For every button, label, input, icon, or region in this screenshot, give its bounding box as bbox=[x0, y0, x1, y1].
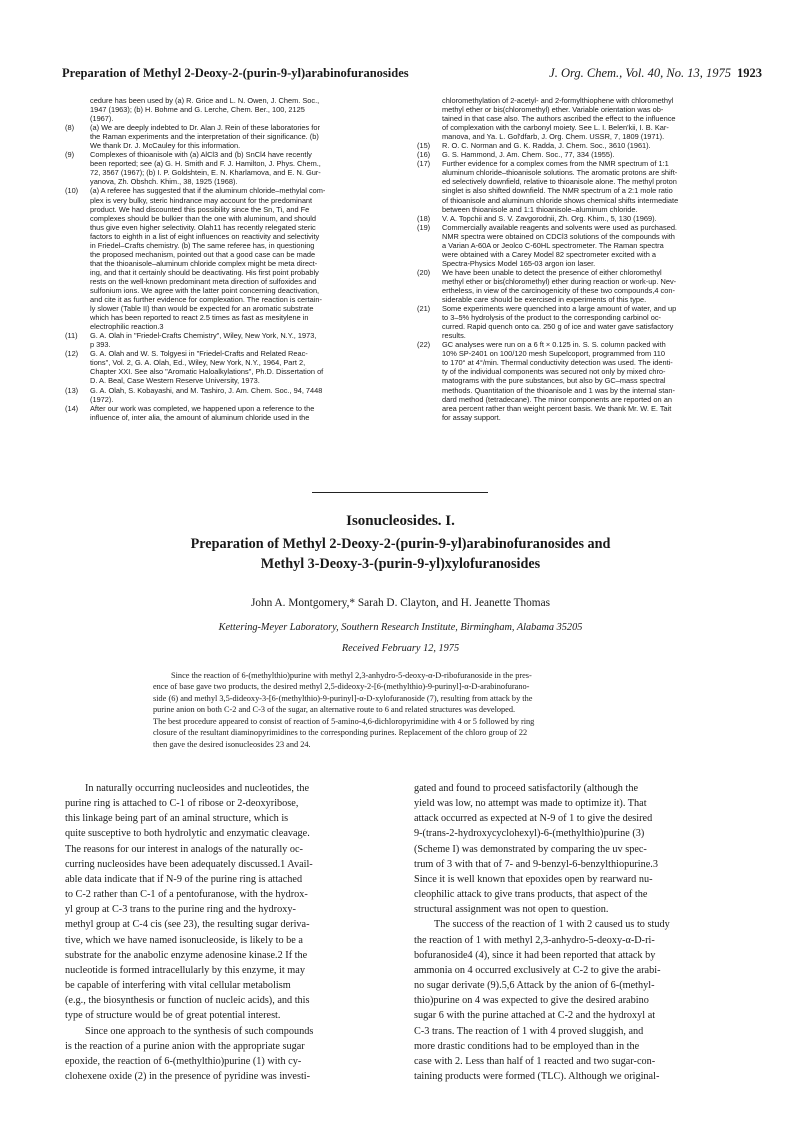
footnote-text: p 393. bbox=[90, 340, 111, 350]
footnote-line bbox=[65, 141, 383, 150]
footnote-text: tions", Vol. 2, G. A. Olah, Ed., Wiley, New York, N.Y., 1964, Part 2, bbox=[90, 358, 306, 368]
footnote-text: product. We had discounted this possibility since the Sn, Ti, and Fe bbox=[90, 204, 310, 214]
footnote-line bbox=[417, 241, 735, 250]
body-text-line: Since one approach to the synthesis of such compounds bbox=[85, 1025, 314, 1037]
footnote-number: (8) bbox=[65, 123, 75, 133]
footnote-number: (14) bbox=[65, 403, 79, 413]
body-text-line: quite susceptive to both hydrolytic and enzymatic cleavage. bbox=[65, 828, 310, 840]
footnote-text: methyl ether or bis(chloromethyl) ether during reaction or work-up. Nev- bbox=[442, 276, 677, 286]
body-text-line: purine ring is attached to C-1 of ribose or 2-deoxyribose, bbox=[65, 798, 299, 810]
footnote-text: Complexes of thioanisole with (a) AlCl3 and (b) SnCl4 have recently bbox=[90, 150, 312, 160]
footnote-number: (13) bbox=[65, 385, 79, 395]
footnote-line bbox=[417, 395, 735, 404]
footnote-text: NMR spectra were obtained on CDCl3 solutions of the compounds with bbox=[442, 231, 675, 241]
footnote-text: tained in that case also. The authors ascribed the effect to the influence bbox=[442, 114, 676, 124]
footnote-line bbox=[417, 295, 735, 304]
footnote-line bbox=[65, 159, 383, 168]
footnote-text: of thioanisole and aluminum chloride shows chemical shifts intermediate bbox=[442, 195, 679, 205]
body-text-line: more drastic conditions had to be employed than in the bbox=[414, 1040, 640, 1052]
footnote-text: thus give even higher selectivity. Olah11 has recently relegated steric bbox=[90, 222, 316, 232]
footnote-text: (1967). bbox=[90, 114, 114, 124]
body-text-line: 9-(trans-2-hydroxycyclohexyl)-6-(methylthio)purine (3) bbox=[414, 828, 645, 840]
body-text-line: Since it is well known that epoxides open by rearward nu- bbox=[414, 873, 653, 885]
footnote-text: that the thioanisole–aluminum chloride complex might be meta direct- bbox=[90, 258, 318, 268]
footnote-text: D. A. Beal, Case Western Reserve University, 1973. bbox=[90, 376, 260, 386]
footnote-text: 10% SP-2401 on 100/120 mesh Supelcoport, programmed from 110 bbox=[442, 349, 665, 359]
body-text-line: gated and found to proceed satisfactorily (although the bbox=[414, 783, 639, 794]
footnote-line bbox=[65, 214, 383, 223]
body-text-line: (e.g., the biosynthesis or function of nucleic acids), and this bbox=[65, 995, 310, 1007]
body-text-line: taining products were formed (TLC). Although we original- bbox=[414, 1070, 660, 1082]
body-text-line: substrate for the anabolic enzyme adenosine kinase.2 If the bbox=[65, 949, 308, 961]
footnote-text: After our work was completed, we happened upon a reference to the bbox=[90, 403, 315, 413]
received-date: Received February 12, 1975 bbox=[341, 643, 460, 654]
footnote-line bbox=[65, 96, 383, 105]
body-text-line: thio)purine on 4 was expected to give the desired arabino bbox=[414, 995, 649, 1007]
footnote-text: Some experiments were quenched into a large amount of water, and up bbox=[442, 304, 677, 314]
abstract-line: then gave the desired isonucleosides 23 and 24. bbox=[153, 739, 311, 749]
footnote-line bbox=[417, 141, 735, 150]
footnote-text: chloromethylation of 2-acetyl- and 2-formylthiophene with chloromethyl bbox=[442, 96, 674, 105]
body-text-line: The reasons for our interest in analogs of the naturally oc- bbox=[65, 843, 303, 855]
body-text-line: yield was low, no attempt was made to optimize it). That bbox=[414, 798, 647, 810]
footnote-line bbox=[417, 331, 735, 340]
footnote-line bbox=[417, 205, 735, 214]
footnote-text: the Raman experiments and the interpretation of their significance. (b) bbox=[90, 132, 319, 142]
footnote-text: yanova, Zh. Obshch. Khim., 38, 1925 (1968). bbox=[90, 177, 238, 187]
footnote-text: manova, and Ya. L. Gol'dfarb, J. Org. Chem. USSR, 7, 1809 (1971). bbox=[442, 132, 665, 142]
footnote-line bbox=[417, 413, 735, 422]
footnote-line bbox=[417, 250, 735, 259]
footnote-line bbox=[417, 159, 735, 168]
footnote-line bbox=[417, 186, 735, 195]
footnote-text: We thank Dr. J. McCauley for this information. bbox=[90, 141, 241, 151]
footnote-text: which has been reported to react 2.5 times as fast as mesitylene in bbox=[90, 313, 309, 323]
footnote-line bbox=[417, 214, 735, 223]
footnote-text: 72, 3567 (1967); (b) I. P. Goldshtein, E. N. Kharlamova, and E. N. Gur- bbox=[90, 168, 321, 178]
footnote-line bbox=[417, 404, 735, 413]
footnote-line bbox=[417, 259, 735, 268]
author-list: John A. Montgomery,* Sarah D. Clayton, and H. Jeanette Thomas bbox=[250, 597, 550, 609]
footnote-text: aluminum chloride–thioanisole solutions. The aromatic protons are shift- bbox=[442, 168, 678, 178]
running-title: Preparation of Methyl 2-Deoxy-2-(purin-9-yl)arabinofuranosides bbox=[62, 66, 409, 80]
article-title-block bbox=[60, 511, 741, 574]
footnote-text: methyl ether or bis(chloromethyl) ether. Variable orientation was ob- bbox=[442, 105, 664, 115]
footnote-text: Commercially available reagents and solvents were used as purchased. bbox=[442, 222, 677, 232]
journal-citation bbox=[549, 66, 762, 81]
body-text-line: epoxide, the reaction of 6-(methylthio)purine (1) with cy- bbox=[65, 1055, 302, 1067]
footnote-text: plex is very bulky, steric hindrance may account for the predominant bbox=[90, 195, 313, 205]
footnote-text: electrophilic reaction.3 bbox=[90, 322, 164, 332]
footnote-text: rests on the well-known predominant meta direction of sulfoxides and bbox=[90, 276, 317, 286]
footnote-text: been reported; see (a) G. H. Smith and F. J. Hamilton, J. Phys. Chem., bbox=[90, 159, 321, 169]
footnotes-right-column bbox=[417, 96, 735, 422]
body-text-line: trum of 3 with that of 7- and 9-benzyl-6-benzylthiopurine.3 bbox=[414, 858, 658, 870]
footnote-line bbox=[417, 232, 735, 241]
body-text-line: be capable of interfering with vital cellular metabolism bbox=[65, 980, 291, 992]
footnote-text: methods. Quantitation of the thioanisole and 1 was by the internal stan- bbox=[442, 385, 675, 395]
footnote-text: G. A. Olah in "Friedel-Crafts Chemistry", Wiley, New York, N.Y., 1973, bbox=[90, 331, 317, 341]
footnote-line bbox=[65, 241, 383, 250]
footnote-text: Further evidence for a complex comes from the NMR spectrum of 1:1 bbox=[442, 159, 669, 169]
affiliation: Kettering-Meyer Laboratory, Southern Research Institute, Birmingham, Alabama 35205 bbox=[218, 622, 583, 633]
abstract bbox=[153, 670, 651, 750]
footnote-text: singlet is also shifted downfield. The NMR spectrum of a 2:1 mole ratio bbox=[442, 186, 673, 196]
footnote-line bbox=[65, 168, 383, 177]
footnote-text: Spectra-Physics Model 165-03 argon ion laser. bbox=[442, 258, 596, 268]
footnote-text: were obtained with a Carey Model 82 spectrometer excited with a bbox=[442, 249, 657, 259]
footnote-line bbox=[417, 114, 735, 123]
footnote-line bbox=[65, 395, 383, 404]
footnote-text: curred. Rapid quench onto ca. 250 g of ice and water gave satisfactory bbox=[442, 322, 674, 332]
footnote-line bbox=[65, 277, 383, 286]
article-title-line-1: Preparation of Methyl 2-Deoxy-2-(purin-9-yl)arabinofuranosides and bbox=[190, 536, 611, 552]
footnote-text: ty of the individual components was secured not only by mixed chro- bbox=[442, 367, 666, 377]
body-text-line: is the reaction of a purine anion with the appropriate sugar bbox=[65, 1040, 305, 1052]
footnote-line bbox=[65, 295, 383, 304]
footnote-line bbox=[65, 313, 383, 322]
footnote-number: (12) bbox=[65, 349, 79, 359]
footnote-line bbox=[65, 349, 383, 358]
body-text-line: C-3 trans. The reaction of 1 with 4 proved sluggish, and bbox=[414, 1025, 644, 1037]
footnote-text: GC analyses were run on a 6 ft × 0.125 in. S. S. column packed with bbox=[442, 340, 666, 350]
footnote-number: (17) bbox=[417, 159, 431, 169]
section-divider bbox=[312, 492, 488, 493]
body-text-line: In naturally occurring nucleosides and nucleotides, the bbox=[85, 783, 310, 794]
footnote-text: in Friedel–Crafts chemistry. (b) The same referee has, in questioning bbox=[90, 240, 315, 250]
footnote-text: 1947 (1963); (b) H. Bohme and G. Lerche, Chem. Ber., 100, 2125 bbox=[90, 105, 305, 115]
body-text-line: curring nucleosides have been adequately discussed.1 Avail- bbox=[65, 858, 313, 870]
footnote-text: complexes should be bulkier than the one with aluminum, and should bbox=[90, 213, 316, 223]
footnote-line bbox=[417, 349, 735, 358]
footnote-text: area percent rather than weight percent basis. We thank Mr. W. E. Tait bbox=[442, 403, 672, 413]
footnote-text: the proposed mechanism, pointed out that a good case can be made bbox=[90, 249, 316, 259]
footnote-line bbox=[65, 386, 383, 395]
footnote-line bbox=[65, 413, 383, 422]
footnote-line bbox=[417, 358, 735, 367]
footnote-line bbox=[65, 268, 383, 277]
body-text-line: the reaction of 1 with methyl 2,3-anhydro-5-deoxy-α-D-ri- bbox=[414, 934, 655, 946]
footnote-line bbox=[417, 168, 735, 177]
footnote-text: to 170° at 4°/min. Thermal conductivity detection was used. The identi- bbox=[442, 358, 673, 368]
footnote-number: (15) bbox=[417, 141, 431, 151]
body-text-line: cleophilic attack to give trans products, that aspect of the bbox=[414, 889, 648, 901]
footnote-line bbox=[417, 340, 735, 349]
footnote-text: to 3–5% hydrolysis of the product to the corresponding carbinol oc- bbox=[442, 313, 661, 323]
page-number: 1923 bbox=[737, 66, 762, 80]
footnote-text: ly slower (Table II) than would be expected for an aromatic substrate bbox=[90, 304, 314, 314]
footnote-text: cedure has been used by (a) R. Grice and L. N. Owen, J. Chem. Soc., bbox=[90, 96, 320, 105]
footnote-line bbox=[65, 105, 383, 114]
footnote-number: (16) bbox=[417, 150, 431, 160]
footnote-line bbox=[417, 313, 735, 322]
footnote-line bbox=[65, 232, 383, 241]
footnote-line bbox=[417, 376, 735, 385]
footnote-text: Chapter XXI. See also "Aromatic Haloalkylations", Ph.D. Dissertation of bbox=[90, 367, 324, 377]
footnote-line bbox=[417, 132, 735, 141]
footnote-text: between thioanisole and 1:1 thioanisole–aluminum chloride. bbox=[442, 204, 638, 214]
abstract-line: ence of base gave two products, the desired methyl 2,5-dideoxy-2-[6-(methylthio)-9-purinyl]-α-D-arabinofurano- bbox=[153, 682, 530, 692]
footnote-text: results. bbox=[442, 331, 466, 341]
body-text-line: this linkage being part of an aminal structure, which is bbox=[65, 813, 289, 825]
article-title-line-2: Methyl 3-Deoxy-3-(purin-9-yl)xylofuranosides bbox=[260, 555, 541, 572]
footnote-number: (19) bbox=[417, 222, 431, 232]
footnote-line bbox=[417, 268, 735, 277]
footnote-line bbox=[65, 250, 383, 259]
footnote-text: (a) We are deeply indebted to Dr. Alan J. Rein of these laboratories for bbox=[90, 123, 320, 133]
running-head bbox=[62, 66, 762, 82]
footnote-line bbox=[65, 150, 383, 159]
body-text-line: tive, which we have named isonucleoside, is likely to be a bbox=[65, 934, 303, 946]
footnote-line bbox=[417, 223, 735, 232]
footnote-text: V. A. Topchii and S. V. Zavgorodnii, Zh. Org. Khim., 5, 130 (1969). bbox=[442, 213, 657, 223]
footnote-line bbox=[65, 186, 383, 195]
footnote-text: matograms with the pure substances, but also by GC–mass spectral bbox=[442, 376, 666, 386]
footnote-line bbox=[65, 205, 383, 214]
journal-name: J. Org. Chem., Vol. 40, No. 13, 1975 bbox=[549, 66, 731, 80]
footnote-line bbox=[417, 196, 735, 205]
footnote-line bbox=[417, 96, 735, 105]
footnote-line bbox=[65, 322, 383, 331]
footnote-number: (20) bbox=[417, 267, 431, 277]
body-text-line: (Scheme I) was demonstrated by comparing the uv spec- bbox=[414, 843, 647, 855]
footnote-line bbox=[65, 340, 383, 349]
footnote-line bbox=[65, 223, 383, 232]
abstract-line: closure of the resultant diaminopyrimidines to the corresponding purines. Replacement of the chloro group of 22 bbox=[153, 728, 528, 738]
abstract-line: side (6) and methyl 3,5-dideoxy-3-[6-(methylthio)-9-purinyl]-α-D-xylofuranoside (7), resulting from attack by the bbox=[153, 693, 533, 703]
body-text-line: type of structure would be of great potential interest. bbox=[65, 1010, 281, 1022]
footnote-number: (11) bbox=[65, 331, 78, 341]
series-title: Isonucleosides. I. bbox=[346, 513, 455, 529]
footnote-line bbox=[417, 367, 735, 376]
body-text-line: attack occurred as expected at N-9 of 1 to give the desired bbox=[414, 813, 653, 825]
footnote-line bbox=[65, 196, 383, 205]
body-text-line: ammonia on 4 occurred exclusively at C-2 to give the arabi- bbox=[414, 964, 661, 976]
footnote-text: We have been unable to detect the presence of either chloromethyl bbox=[442, 267, 662, 277]
body-text-line: clohexene oxide (2) in the presence of pyridine was investi- bbox=[65, 1070, 311, 1082]
footnote-text: sulfonium ions. We agree with the latter point concerning deactivation, bbox=[90, 285, 320, 295]
body-text-line: The success of the reaction of 1 with 2 caused us to study bbox=[434, 919, 670, 931]
body-text-line: yl group at C-3 trans to the purine ring and the hydroxy- bbox=[65, 904, 296, 916]
footnote-line bbox=[417, 177, 735, 186]
footnote-text: (1972). bbox=[90, 394, 114, 404]
footnote-text: dard method (tetradecane). The minor components are reported on an bbox=[442, 394, 672, 404]
footnote-text: ertheless, in view of the carcinogenicity of these two compounds,4 con- bbox=[442, 285, 675, 295]
body-text-line: no sugar derivate (9).5,6 Attack by the anion of 6-(methyl- bbox=[414, 980, 655, 992]
body-text-line: case with 2. Less than half of 1 reacted and two sugar-con- bbox=[414, 1055, 656, 1067]
footnote-line bbox=[417, 304, 735, 313]
footnote-text: G. A. Olah, S. Kobayashi, and M. Tashiro, J. Am. Chem. Soc., 94, 7448 bbox=[90, 385, 323, 395]
footnote-line bbox=[65, 367, 383, 376]
footnote-line bbox=[65, 404, 383, 413]
footnote-line bbox=[65, 304, 383, 313]
footnote-number: (10) bbox=[65, 186, 79, 196]
footnote-text: R. O. C. Norman and G. K. Radda, J. Chem. Soc., 3610 (1961). bbox=[442, 141, 651, 151]
body-text-line: able data indicate that if N-9 of the purine ring is attached bbox=[65, 873, 303, 885]
body-text-line: bofuranoside4 (4), since it had been reported that attack by bbox=[414, 949, 656, 961]
footnote-line bbox=[65, 177, 383, 186]
body-text-line: nucleotide is formed intracellularly by this enzyme, it may bbox=[65, 964, 305, 976]
body-text-line: structural assignment was not open to question. bbox=[414, 904, 609, 916]
footnote-line bbox=[65, 259, 383, 268]
abstract-line: Since the reaction of 6-(methylthio)purine with methyl 2,3-anhydro-5-deoxy-α-D-ribofuranoside in the pres- bbox=[171, 671, 532, 680]
footnote-text: ed selectively downfield, relative to thioanisole alone. The methyl proton bbox=[442, 177, 677, 187]
footnote-text: of complexation with the carbonyl moiety. See L. I. Belen'kii, I. B. Kar- bbox=[442, 123, 669, 133]
footnote-line bbox=[65, 114, 383, 123]
footnote-text: for assay support. bbox=[442, 412, 501, 422]
footnote-line bbox=[417, 123, 735, 132]
abstract-line: purine anion on both C-2 and C-3 of the sugar, an alternative route to 6 and related structures was developed. bbox=[153, 705, 516, 715]
footnote-line bbox=[417, 322, 735, 331]
footnote-text: ing, and that it certainly should be deactivating. His first point probably bbox=[90, 267, 319, 277]
footnote-text: factors to eighth in a list of eight influences on reactivity and selectivity bbox=[90, 231, 320, 241]
footnote-number: (22) bbox=[417, 340, 431, 350]
footnote-text: siderable care should be exercised in experiments of this type. bbox=[442, 295, 647, 305]
body-text-line: to C-2 rather than C-1 of a pentofuranose, with the hydrox- bbox=[65, 889, 308, 901]
footnote-line bbox=[417, 105, 735, 114]
body-text-line: sugar 6 with the purine attached at C-2 and the hydroxyl at bbox=[414, 1010, 656, 1022]
footnote-text: influence of, inter alia, the amount of aluminum chloride used in the bbox=[90, 412, 310, 422]
footnote-line bbox=[65, 132, 383, 141]
body-text-right-column bbox=[414, 781, 750, 1084]
footnote-line bbox=[65, 376, 383, 385]
footnote-text: G. A. Olah and W. S. Tolgyesi in "Friedel-Crafts and Related Reac- bbox=[90, 349, 308, 359]
footnote-text: G. S. Hammond, J. Am. Chem. Soc., 77, 334 (1955). bbox=[442, 150, 615, 160]
footnote-text: a Varian A-60A or Jeolco C-60HL spectrometer. The Raman spectra bbox=[442, 240, 664, 250]
footnote-number: (18) bbox=[417, 213, 431, 223]
body-text-left-column bbox=[65, 781, 401, 1084]
footnote-line bbox=[417, 277, 735, 286]
footnotes-left-column bbox=[65, 96, 383, 422]
footnote-number: (9) bbox=[65, 150, 75, 160]
footnote-line bbox=[417, 386, 735, 395]
footnote-line bbox=[65, 331, 383, 340]
footnote-number: (21) bbox=[417, 304, 431, 314]
footnote-line bbox=[65, 286, 383, 295]
footnote-line bbox=[417, 286, 735, 295]
footnote-line bbox=[417, 150, 735, 159]
footnote-line bbox=[65, 123, 383, 132]
footnote-text: (a) A referee has suggested that if the aluminum chloride–methylal com- bbox=[90, 186, 326, 196]
abstract-line: The best procedure appeared to consist of reaction of 5-amino-4,6-dichloropyrimidine with 4 or 5 followed by ring bbox=[153, 716, 535, 726]
footnote-text: and cite it as further evidence for complexation. The reaction is certain- bbox=[90, 295, 322, 305]
footnote-line bbox=[65, 358, 383, 367]
body-text-line: methyl group at C-4 cis (see 23), the resulting sugar deriva- bbox=[65, 919, 310, 931]
